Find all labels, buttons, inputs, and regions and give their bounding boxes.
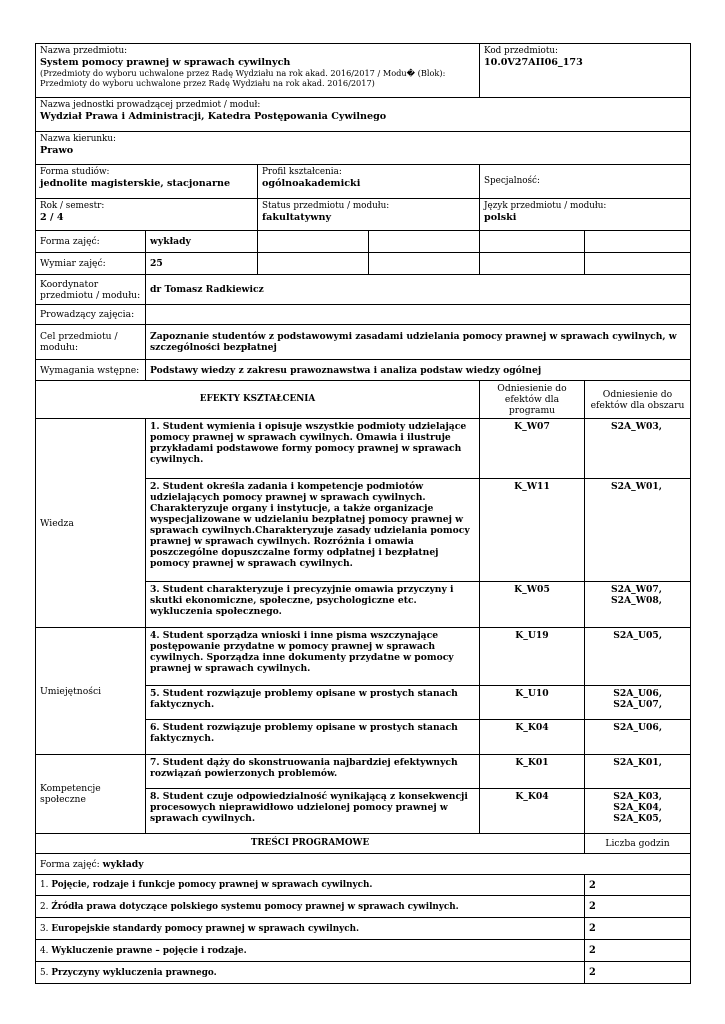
effect-program-ref: K_U19: [480, 628, 585, 686]
subject-label: Nazwa przedmiotu:: [40, 46, 128, 56]
area-col-header: Odniesienie do efektów dla obszaru: [585, 381, 691, 419]
contents-item-hours: 2: [585, 918, 691, 940]
program-col-header: Odniesienie do efektów dla programu: [480, 381, 585, 419]
language-value: polski: [484, 212, 517, 223]
contents-form-value: wykłady: [102, 858, 144, 870]
empty-cell: [369, 231, 480, 253]
contents-item-num: 4.: [40, 945, 49, 956]
code-cell: [480, 44, 691, 98]
contents-item-text: Wykluczenie prawne – pojęcie i rodzaje.: [51, 945, 247, 956]
goal-value: Zapoznanie studentów z podstawowymi zasadami udzielania pomocy prawnej w sprawach cywilnych, w szczególności bezpłatnej: [146, 325, 691, 360]
effect-area-ref: S2A_U05,: [585, 628, 691, 686]
unit-label: Nazwa jednostki prowadzącej przedmiot / moduł:: [40, 100, 261, 110]
empty-cell: [258, 231, 369, 253]
effect-area-ref: S2A_K03, S2A_K04, S2A_K05,: [585, 789, 691, 834]
social-category: Kompetencje społeczne: [36, 755, 146, 834]
profile-label: Profil kształcenia:: [262, 167, 342, 177]
empty-cell: [585, 231, 691, 253]
specialty-cell: [480, 165, 691, 199]
effect-program-ref: K_U10: [480, 686, 585, 720]
effect-text: 7. Student dąży do skonstruowania najbardziej efektywnych rozwiązań powierzonych problemów.: [146, 755, 480, 789]
empty-cell: [258, 253, 369, 275]
specialty-label: Specjalność:: [484, 176, 540, 186]
code-value: 10.0V27AII06_173: [484, 57, 583, 68]
contents-item-text: Europejskie standardy pomocy prawnej w sprawach cywilnych.: [51, 923, 360, 934]
contents-item-hours: 2: [585, 962, 691, 984]
effect-text: 6. Student rozwiązuje problemy opisane w prostych stanach faktycznych.: [146, 720, 480, 755]
effect-program-ref: K_K04: [480, 789, 585, 834]
effect-text: 2. Student określa zadania i kompetencje podmiotów udzielających pomocy prawnej w sprawach cywilnych. Charakteryzuje organy i instytucje, a także organizacje wyspecjalizowane w udzielaniu bezpłatnej pomocy prawnej w sprawach cywilnych.Charakteryzuje zasady udzielania pomocy prawnej w sprawach cywilnych. Rozróżnia i omawia poszczególne dopuszczalne formy odpłatnej i bezpłatnej pomocy prawnej w sprawach cywilnych.: [146, 479, 480, 582]
status-value: fakultatywny: [262, 212, 332, 223]
class-form-value: wykłady: [146, 231, 258, 253]
study-form-cell: [36, 165, 258, 199]
lecturers-value: [146, 305, 691, 325]
contents-item-hours: 2: [585, 940, 691, 962]
contents-form-row: [36, 854, 691, 875]
empty-cell: [369, 253, 480, 275]
hours-value: 25: [146, 253, 258, 275]
requirements-value: Podstawy wiedzy z zakresu prawoznawstwa i analiza podstaw wiedzy ogólnej: [146, 360, 691, 381]
hours-label: Wymiar zajęć:: [36, 253, 146, 275]
contents-item: [36, 896, 585, 918]
coordinator-label: Koordynator przedmiotu / modułu:: [36, 275, 146, 305]
effect-area-ref: S2A_W07, S2A_W08,: [585, 582, 691, 628]
contents-item-text: Przyczyny wykluczenia prawnego.: [51, 967, 217, 978]
contents-item-hours: 2: [585, 896, 691, 918]
subject-cell: [36, 44, 480, 98]
effect-program-ref: K_W11: [480, 479, 585, 582]
direction-cell: [36, 132, 691, 165]
empty-cell: [585, 253, 691, 275]
study-form-label: Forma studiów:: [40, 167, 110, 177]
contents-item-num: 5.: [40, 967, 49, 978]
code-label: Kod przedmiotu:: [484, 46, 558, 56]
contents-item: [36, 962, 585, 984]
direction-label: Nazwa kierunku:: [40, 134, 116, 144]
empty-cell: [480, 253, 585, 275]
status-cell: [258, 199, 480, 231]
effect-program-ref: K_K01: [480, 755, 585, 789]
goal-label: Cel przedmiotu / modułu:: [36, 325, 146, 360]
effect-text: 8. Student czuje odpowiedzialność wynikającą z konsekwencji procesowych nieprawidłowo udzielonej pomocy prawnej w sprawach cywilnych.: [146, 789, 480, 834]
contents-item-num: 1.: [40, 880, 49, 890]
knowledge-category: Wiedza: [36, 419, 146, 628]
skills-category: Umiejętności: [36, 628, 146, 755]
effect-area-ref: S2A_U06,: [585, 720, 691, 755]
lecturers-label: Prowadzący zajęcia:: [36, 305, 146, 325]
year-label: Rok / semestr:: [40, 201, 105, 211]
year-value: 2 / 4: [40, 212, 64, 223]
effect-program-ref: K_K04: [480, 720, 585, 755]
effect-text: 5. Student rozwiązuje problemy opisane w prostych stanach faktycznych.: [146, 686, 480, 720]
contents-title: TREŚCI PROGRAMOWE: [36, 834, 585, 854]
effect-text: 1. Student wymienia i opisuje wszystkie podmioty udzielające pomocy prawnej w sprawach cywilnych. Omawia i ilustruje przykładami podstawowe formy pomocy prawnej w sprawach cywilnych.: [146, 419, 480, 479]
contents-item-hours: 2: [585, 875, 691, 896]
contents-form-prefix: Forma zajęć:: [40, 858, 100, 870]
syllabus-table: [35, 43, 691, 984]
effect-area-ref: S2A_U06, S2A_U07,: [585, 686, 691, 720]
subject-note: (Przedmioty do wyboru uchwalone przez Radę Wydziału na rok akad. 2016/2017 / Modu� (Blok): Przedmioty do wyboru uchwalone przez Radę Wydziału na rok akad. 2016/2017): [40, 68, 446, 88]
language-cell: [480, 199, 691, 231]
contents-hours-header: Liczba godzin: [585, 834, 691, 854]
contents-item: [36, 875, 585, 896]
effect-area-ref: S2A_W03,: [585, 419, 691, 479]
unit-cell: [36, 98, 691, 132]
profile-value: ogólnoakademicki: [262, 178, 361, 189]
requirements-label: Wymagania wstępne:: [36, 360, 146, 381]
unit-value: Wydział Prawa i Administracji, Katedra Postępowania Cywilnego: [40, 111, 387, 122]
contents-item-num: 3.: [40, 923, 49, 934]
contents-item-num: 2.: [40, 901, 49, 912]
empty-cell: [480, 231, 585, 253]
language-label: Język przedmiotu / modułu:: [484, 201, 607, 211]
subject-name: System pomocy prawnej w sprawach cywilnych: [40, 57, 291, 68]
direction-value: Prawo: [40, 145, 74, 156]
status-label: Status przedmiotu / modułu:: [262, 201, 390, 211]
contents-item: [36, 940, 585, 962]
effect-area-ref: S2A_K01,: [585, 755, 691, 789]
profile-cell: [258, 165, 480, 199]
contents-item: [36, 918, 585, 940]
study-form-value: jednolite magisterskie, stacjonarne: [40, 178, 231, 189]
year-cell: [36, 199, 258, 231]
effect-text: 3. Student charakteryzuje i precyzyjnie omawia przyczyny i skutki ekonomiczne, społeczne, psychologiczne etc. wykluczenia społecznego.: [146, 582, 480, 628]
effect-area-ref: S2A_W01,: [585, 479, 691, 582]
effects-title: EFEKTY KSZTAŁCENIA: [36, 381, 480, 419]
effect-text: 4. Student sporządza wnioski i inne pisma wszczynające postępowanie przydatne w pomocy prawnej w sprawach cywilnych. Sporządza inne dokumenty przydatne w pomocy prawnej w sprawach cywilnych.: [146, 628, 480, 686]
contents-item-text: Pojęcie, rodzaje i funkcje pomocy prawnej w sprawach cywilnych.: [51, 880, 373, 890]
class-form-label: Forma zajęć:: [36, 231, 146, 253]
contents-item-text: Źródła prawa dotyczące polskiego systemu pomocy prawnej w sprawach cywilnych.: [51, 901, 459, 912]
effect-program-ref: K_W05: [480, 582, 585, 628]
effect-program-ref: K_W07: [480, 419, 585, 479]
coordinator-value: dr Tomasz Radkiewicz: [146, 275, 691, 305]
